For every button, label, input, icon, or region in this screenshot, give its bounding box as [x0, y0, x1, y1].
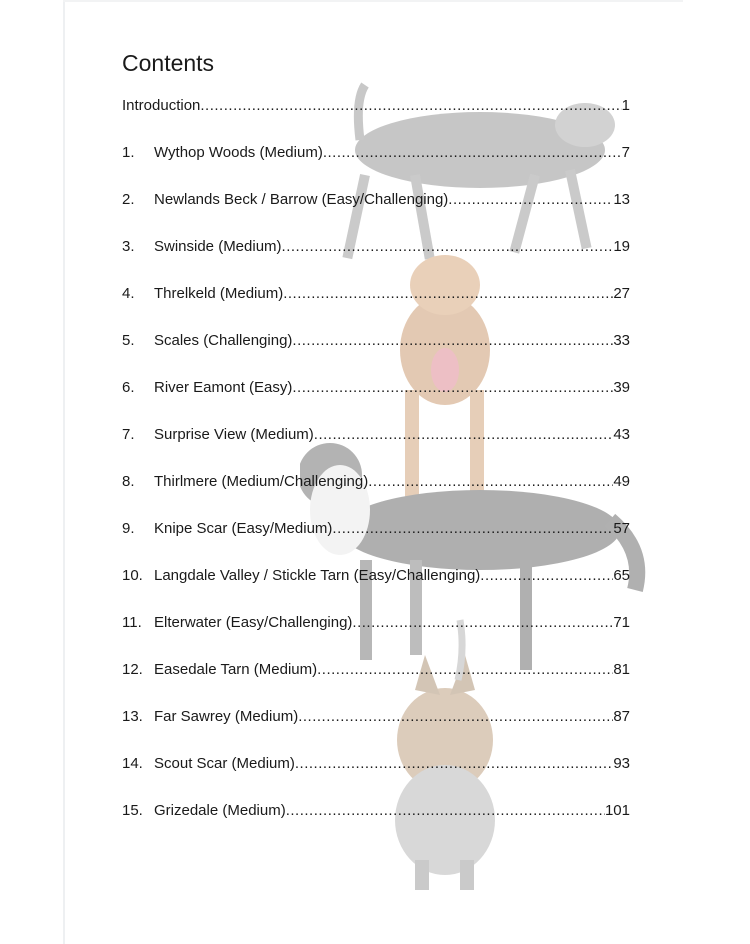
toc-entry-number: 10. [122, 567, 143, 584]
toc-entry-7[interactable] [122, 424, 630, 471]
toc-page-number: 49 [613, 473, 630, 490]
page-title: Contents [122, 50, 215, 76]
toc-page-number: 93 [613, 755, 630, 772]
dot-leader [286, 800, 605, 821]
toc-entry-11[interactable] [122, 612, 630, 659]
page-top-edge [63, 0, 683, 2]
toc-entry-title: Thirlmere (Medium/Challenging) [154, 473, 369, 490]
toc-page-number: 7 [621, 144, 630, 161]
toc-entry-number: 15. [122, 802, 143, 819]
dot-leader [448, 189, 613, 210]
toc-entry-number: 4. [122, 285, 135, 302]
toc-entry-title: Swinside (Medium) [154, 238, 282, 255]
dot-leader [323, 142, 622, 163]
toc-page-number: 43 [613, 426, 630, 443]
toc-page-number: 65 [613, 567, 630, 584]
toc-entry-title: Grizedale (Medium) [154, 802, 286, 819]
toc-entry-number: 7. [122, 426, 135, 443]
toc-page-number: 33 [613, 332, 630, 349]
toc-entry-number: 13. [122, 708, 143, 725]
toc-page-number: 81 [613, 661, 630, 678]
toc-entry-number: 1. [122, 144, 135, 161]
toc-page-number: 101 [604, 802, 630, 819]
toc-entry-number: 11. [122, 614, 142, 631]
toc-entry-4[interactable] [122, 283, 630, 330]
toc-entry-title: River Eamont (Easy) [154, 379, 293, 396]
toc-entry-title: Scales (Challenging) [154, 332, 293, 349]
toc-entry-number: 2. [122, 191, 135, 208]
dot-leader [480, 565, 613, 586]
toc-page-number: 27 [613, 285, 630, 302]
toc-entry-title: Threlkeld (Medium) [154, 285, 284, 302]
toc-entry-13[interactable] [122, 706, 630, 753]
toc-entry-title: Far Sawrey (Medium) [154, 708, 299, 725]
toc-introduction[interactable] [122, 95, 630, 142]
toc-entry-title: Newlands Beck / Barrow (Easy/Challenging) [154, 191, 449, 208]
toc-entry-10[interactable] [122, 565, 630, 612]
page-edge [63, 0, 65, 944]
toc-entry-number: 12. [122, 661, 143, 678]
toc-entry-15[interactable] [122, 800, 630, 847]
toc-entry-1[interactable] [122, 142, 630, 189]
toc-page-number: 19 [613, 238, 630, 255]
toc-entry-title: Easedale Tarn (Medium) [154, 661, 318, 678]
toc-entry-number: 9. [122, 520, 135, 537]
toc-page-number: 57 [613, 520, 630, 537]
toc-entry-number: 6. [122, 379, 135, 396]
toc-page-number: 71 [613, 614, 630, 631]
dot-leader [352, 612, 613, 633]
dot-leader [317, 659, 613, 680]
toc-entry-number: 3. [122, 238, 135, 255]
toc-entry-8[interactable] [122, 471, 630, 518]
toc-entry-number: 5. [122, 332, 135, 349]
toc-entry-title: Scout Scar (Medium) [154, 755, 295, 772]
toc-entry-title: Introduction [122, 97, 201, 114]
toc-entry-title: Surprise View (Medium) [154, 426, 314, 443]
toc-entry-title: Langdale Valley / Stickle Tarn (Easy/Challenging) [154, 567, 481, 584]
dot-leader [283, 283, 613, 304]
dot-leader [200, 95, 621, 116]
toc-entry-12[interactable] [122, 659, 630, 706]
toc-entry-6[interactable] [122, 377, 630, 424]
toc-entry-title: Wythop Woods (Medium) [154, 144, 323, 161]
toc-entry-number: 8. [122, 473, 135, 490]
toc-page-number: 1 [621, 97, 630, 114]
toc-entry-number: 14. [122, 755, 143, 772]
dot-leader [298, 706, 613, 727]
toc-entry-title: Elterwater (Easy/Challenging) [154, 614, 353, 631]
toc-page-number: 87 [613, 708, 630, 725]
dot-leader [282, 236, 614, 257]
toc-page-number: 13 [613, 191, 630, 208]
dot-leader [292, 377, 613, 398]
dot-leader [332, 518, 613, 539]
toc-page-number: 39 [613, 379, 630, 396]
toc-entry-2[interactable] [122, 189, 630, 236]
dot-leader [314, 424, 614, 445]
toc-entry-title: Knipe Scar (Easy/Medium) [154, 520, 333, 537]
toc-entry-9[interactable] [122, 518, 630, 565]
dot-leader [292, 330, 613, 351]
dot-leader [368, 471, 613, 492]
dot-leader [295, 753, 613, 774]
table-of-contents [122, 95, 630, 847]
toc-entry-5[interactable] [122, 330, 630, 377]
toc-entry-3[interactable] [122, 236, 630, 283]
toc-entry-14[interactable] [122, 753, 630, 800]
